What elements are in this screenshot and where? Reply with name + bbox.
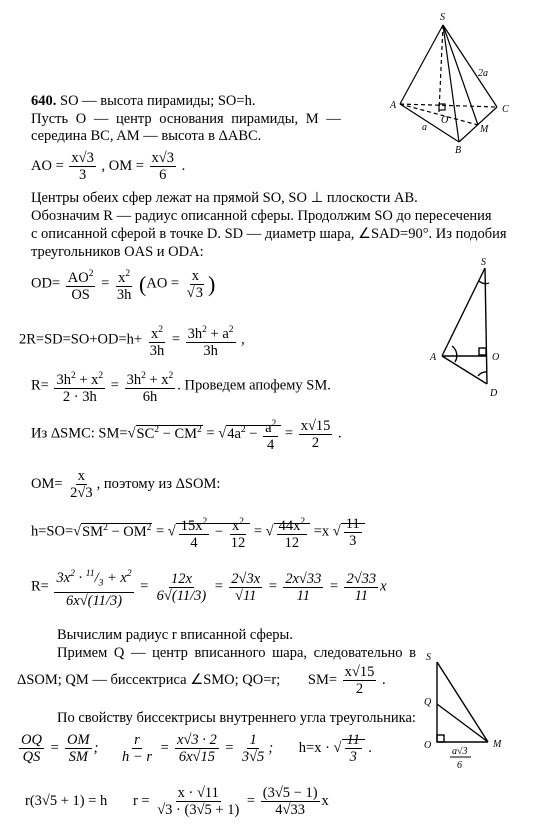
- svg-text:a: a: [422, 122, 427, 133]
- svg-text:Q: Q: [424, 697, 432, 708]
- text-l4: Центры обеих сфер лежат на прямой SO, SO ⊥ плоскости AB.: [31, 190, 418, 206]
- svg-text:O: O: [492, 352, 500, 363]
- svg-text:D: D: [490, 388, 498, 399]
- eq-od: OD= $\frac{AO^2}{OS}$ = $\frac{x^2}{3h}$ (AO = $\frac{x}{√3}$ ): [31, 267, 216, 303]
- svg-text:M: M: [480, 124, 489, 135]
- eq-ao-om: AO = $\frac{x√3}{3}$ , OM = $\frac{x√3}{6}$ .: [31, 150, 186, 183]
- text-l10: Вычислим радиус r вписанной сферы.: [57, 627, 293, 643]
- label-s: S: [440, 12, 445, 23]
- svg-text:C: C: [502, 104, 509, 115]
- svg-text:2a: 2a: [478, 68, 488, 79]
- svg-text:A: A: [390, 100, 397, 111]
- text-l7: треугольников OAS и ODA:: [31, 244, 204, 260]
- problem-number: 640.: [31, 93, 57, 109]
- text-l13: По свойству биссектрисы внутреннего угла треугольника:: [57, 710, 416, 726]
- text-l9: , поэтому из ΔSOM:: [96, 475, 221, 492]
- text-l6: с описанной сферой в точке D. SD — диаметр шара, ∠SAD=90°. Из подобия: [31, 226, 507, 242]
- svg-text:S: S: [481, 257, 486, 268]
- svg-text:B: B: [455, 145, 462, 156]
- svg-text:a√3: a√3: [452, 746, 468, 757]
- text-l8: . Проведем апофему SM.: [177, 377, 331, 394]
- eq-sm: Из ΔSMC: $SM=√SC^2 - CM^2 = √4a^2$ − $\frac{a^2}{4}$ = $\frac{x√15}{2}$ .: [31, 417, 342, 453]
- eq-R-final: R= $\frac{3x^2 \cdot ^{11}/_3 + x^2}{6x√(11/3)}$ = $\frac{12x}{6√(11/3)}$ = $\frac{2√3x}{√11}$ = $\frac{2x√33}{11}$ = $\frac{2√33}{11}$ x: [31, 566, 387, 609]
- svg-text:O: O: [424, 740, 432, 751]
- eq-om: OM= $\frac{x}{2√3}$ , поэтому из ΔSOM:: [31, 468, 221, 501]
- eq-som: ΔSOM; QM — биссектриса ∠SMO; QO=r; SM= $\frac{x√15}{2}$ .: [17, 664, 386, 697]
- eq-h: $h=SO=√SM^2 - OM^2$ = √ $\frac{15x^2}{4}$ − $\frac{x^2}{12}$ = √ $\frac{44x^2}{12}$ =x √ $\frac{11}{3}$: [31, 514, 365, 551]
- problem-line-1: [31, 93, 255, 110]
- svg-text:A: A: [430, 352, 437, 363]
- text-l1: SO — высота пирамиды; SO=h.: [60, 93, 256, 109]
- eq-bisector: $\frac{OQ}{QS}$ = $\frac{OM}{SM}$ ; $\frac{r}{h - r}$ = $\frac{x√3 \cdot 2}{6x√15}$ = $\frac{1}{3√5}$ ; h=x · √ $\frac{11}{3}$ .: [21, 732, 373, 765]
- text-l2: Пусть O — центр основания пирамиды, M —: [31, 111, 341, 127]
- eq-r-final: r(3√5 + 1) = h r = $\frac{x \cdot √11}{√3 \cdot (3√5 + 1)}$ = $\frac{(3√5 - 1)}{4√33}$ x: [25, 785, 329, 818]
- svg-text:O: O: [441, 115, 449, 126]
- svg-text:6: 6: [457, 760, 462, 771]
- text-l3: середина BC, AM — высота в ΔABC.: [31, 128, 262, 144]
- svg-text:S: S: [426, 652, 431, 663]
- eq-r: R= $\frac{3h^2 + x^2}{2 \cdot 3h}$ = $\frac{3h^2 + x^2}{6h}$ . Проведем апофему SM.: [31, 368, 331, 405]
- svg-text:M: M: [493, 739, 502, 750]
- text-l5: Обозначим R — радиус описанной сферы. Продолжим SO до пересечения: [31, 208, 492, 224]
- eq-2r: 2R=SD=SO+OD=h+ $\frac{x^2}{3h}$ = $\frac{3h^2 + a^2}{3h}$ ,: [19, 322, 245, 359]
- text-l11: Примем Q — центр вписанного шара, следовательно в: [57, 645, 417, 661]
- text-l12: ΔSOM; QM — биссектриса ∠SMO; QO=r;: [17, 671, 281, 688]
